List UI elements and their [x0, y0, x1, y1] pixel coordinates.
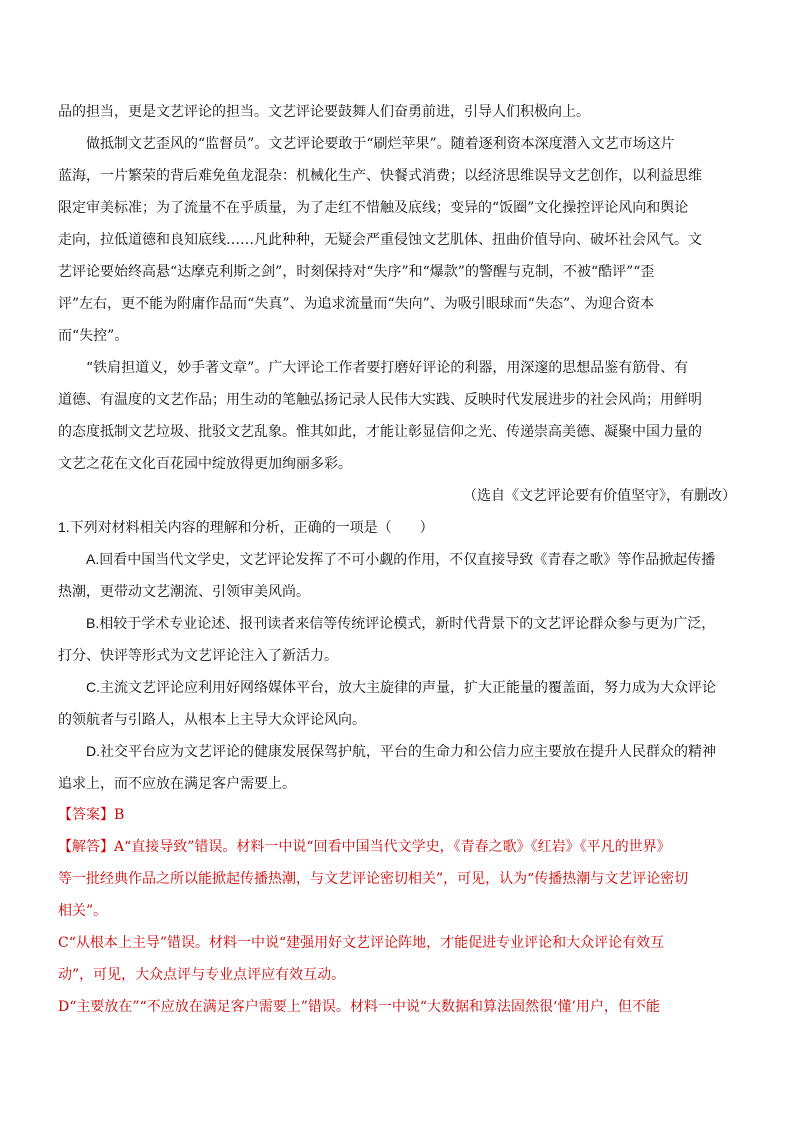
passage-line: 做抵制文艺歪风的“监督员”。文艺评论要敢于“刷烂苹果”。随着逐利资本深度潜入文艺市场这片 — [86, 136, 675, 152]
passage-line: 的态度抵制文艺垃圾、批驳文艺乱象。惟其如此，才能让彰显信仰之光、传递崇高美德、凝聚中国力量的 — [58, 424, 702, 440]
explanation-line: D“主要放在”“不应放在满足客户需要上”错误。材料一中说“大数据和算法固然很‘懂’用户，但不能 — [58, 999, 660, 1015]
source-citation: （选自《文艺评论要有价值坚守》，有删改） — [463, 488, 736, 504]
option-a: A.回看中国当代文学史，文艺评论发挥了不可小觑的作用，不仅直接导致《青春之歌》等作品掀起传播 — [86, 551, 716, 567]
passage-line: 道德、有温度的文艺作品；用生动的笔触弘扬记录人民伟大实践、反映时代发展进步的社会风尚；用鲜明 — [58, 392, 702, 408]
answer-label: 【答案】B — [58, 807, 125, 823]
passage-line: 而“失控”。 — [58, 328, 129, 344]
passage-line: 蓝海，一片繁荣的背后难免鱼龙混杂：机械化生产、快餐式消费；以经济思维误导文艺创作，以利益思维 — [58, 168, 702, 184]
passage-line: 艺评论要始终高悬“达摩克利斯之剑”，时刻保持对“失序”和“爆款”的警醒与克制，不被“酷评”“歪 — [58, 264, 655, 280]
option-c: C.主流文艺评论应利用好网络媒体平台，放大主旋律的声量，扩大正能量的覆盖面，努力成为大众评论 — [86, 679, 716, 695]
question-stem: 1.下列对材料相关内容的理解和分析，正确的一项是（ ） — [58, 519, 434, 535]
passage-line: 文艺之花在文化百花园中绽放得更加绚丽多彩。 — [58, 456, 352, 472]
option-c-cont: 的领航者与引路人，从根本上主导大众评论风向。 — [58, 711, 366, 727]
passage-line: 品的担当，更是文艺评论的担当。文艺评论要鼓舞人们奋勇前进，引导人们积极向上。 — [58, 104, 590, 120]
passage-line: 限定审美标准；为了流量不在乎质量，为了走红不惜触及底线；变异的“饭圈”文化操控评论风向和舆论 — [58, 200, 689, 216]
explanation-line: 相关”。 — [58, 903, 108, 919]
option-d: D.社交平台应为文艺评论的健康发展保驾护航，平台的生命力和公信力应主要放在提升人民群众的精神 — [86, 743, 716, 759]
passage-line: “铁肩担道义，妙手著文章”。广大评论工作者要打磨好评论的利器，用深邃的思想品鉴有筋骨、有 — [86, 360, 689, 376]
option-d-cont: 追求上，而不应放在满足客户需要上。 — [58, 775, 296, 791]
option-b: B.相较于学术专业论述、报刊读者来信等传统评论模式，新时代背景下的文艺评论群众参与更为广泛， — [86, 615, 716, 631]
explanation-line: 动”，可见，大众点评与专业点评应有效互动。 — [58, 967, 346, 983]
option-a-cont: 热潮，更带动文艺潮流、引领审美风尚。 — [58, 583, 310, 599]
passage-line: 走向，拉低道德和良知底线……凡此种种，无疑会严重侵蚀文艺肌体、扭曲价值导向、破坏社会风气。文 — [58, 232, 702, 248]
explanation-line: 等一批经典作品之所以能掀起传播热潮，与文艺评论密切相关”，可见，认为“传播热潮与文艺评论密切 — [58, 871, 689, 887]
option-b-cont: 打分、快评等形式为文艺评论注入了新活力。 — [58, 647, 338, 663]
passage-line: 评”左右，更不能为附庸作品而“失真”、为追求流量而“失向”、为吸引眼球而“失态”、为迎合资本 — [58, 296, 655, 312]
explanation-line: 【解答】A“直接导致”错误。材料一中说“回看中国当代文学史，《青春之歌》《红岩》《平凡的世界》 — [58, 839, 671, 855]
explanation-line: C“从根本上主导”错误。材料一中说“建强用好文艺评论阵地，才能促进专业评论和大众评论有效互 — [58, 935, 665, 951]
